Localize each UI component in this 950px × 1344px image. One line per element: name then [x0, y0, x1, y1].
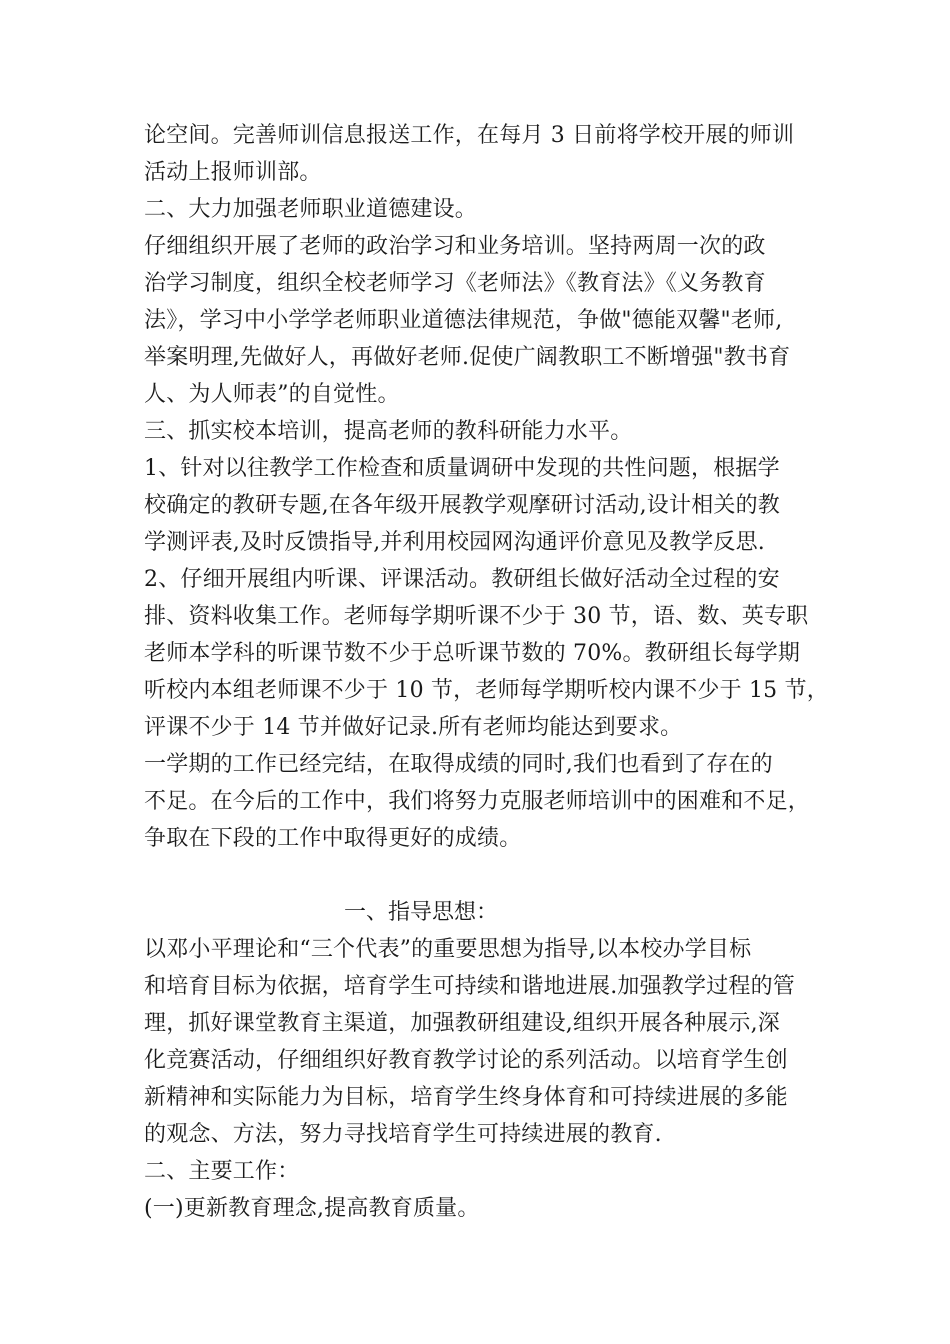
text-line: 老师本学科的听课节数不少于总听课节数的 70%。教研组长每学期 [144, 641, 801, 666]
text-line: 理，抓好课堂教育主渠道，加强教研组建设,组织开展各种展示,深 [144, 1011, 780, 1036]
section-heading: 二、主要工作： [144, 1159, 300, 1184]
text-line: 学测评表,及时反馈指导,并利用校园网沟通评价意见及教学反思. [144, 530, 765, 555]
text-line: 评课不少于 14 节并做好记录.所有老师均能达到要求。 [144, 715, 683, 740]
text-line: 以邓小平理论和“三个代表”的重要思想为指导,以本校办学目标 [144, 937, 752, 962]
text-line: 仔细组织开展了老师的政治学习和业务培训。坚持两周一次的政 [144, 234, 766, 259]
text-line: 举案明理,先做好人，再做好老师.促使广阔教职工不断增强"教书育 [144, 345, 791, 370]
text-line: 校确定的教研专题,在各年级开展教学观摩研讨活动,设计相关的教 [144, 493, 780, 518]
text-line: 新精神和实际能力为目标，培育学生终身体育和可持续进展的多能 [144, 1085, 788, 1110]
section-title: 一、指导思想： [344, 900, 499, 925]
text-line: 论空间。完善师训信息报送工作，在每月 3 日前将学校开展的师训 [144, 123, 795, 148]
text-line: 2、仔细开展组内听课、评课活动。教研组长做好活动全过程的安 [144, 567, 780, 592]
text-line: 法》，学习中小学学老师职业道德法律规范，争做"德能双馨"老师, [144, 308, 783, 333]
text-line: 1、针对以往教学工作检查和质量调研中发现的共性问题，根据学 [144, 456, 780, 481]
text-line: 活动上报师训部。 [144, 160, 322, 185]
text-line: 和培育目标为依据，培育学生可持续和谐地进展.加强教学过程的管 [144, 974, 795, 999]
text-line: 听校内本组老师课不少于 10 节，老师每学期听校内课不少于 15 节， [144, 678, 829, 703]
text-line: (一)更新教育理念,提高教育质量。 [144, 1196, 480, 1221]
text-line: 排、资料收集工作。老师每学期听课不少于 30 节，语、数、英专职 [144, 604, 809, 629]
text-line: 争取在下段的工作中取得更好的成绩。 [144, 826, 522, 851]
text-line: 人、为人师表”的自觉性。 [144, 382, 400, 407]
section-heading: 三、抓实校本培训，提高老师的教科研能力水平。 [144, 419, 633, 444]
text-line: 治学习制度，组织全校老师学习《老师法》《教育法》《义务教育 [144, 271, 766, 296]
section-heading: 二、大力加强老师职业道德建设。 [144, 197, 478, 222]
text-line: 不足。在今后的工作中，我们将努力克服老师培训中的困难和不足， [144, 789, 811, 814]
text-line: 一学期的工作已经完结，在取得成绩的同时,我们也看到了存在的 [144, 752, 773, 777]
text-line: 化竞赛活动，仔细组织好教育教学讨论的系列活动。以培育学生创 [144, 1048, 788, 1073]
text-line: 的观念、方法，努力寻找培育学生可持续进展的教育. [144, 1122, 662, 1147]
